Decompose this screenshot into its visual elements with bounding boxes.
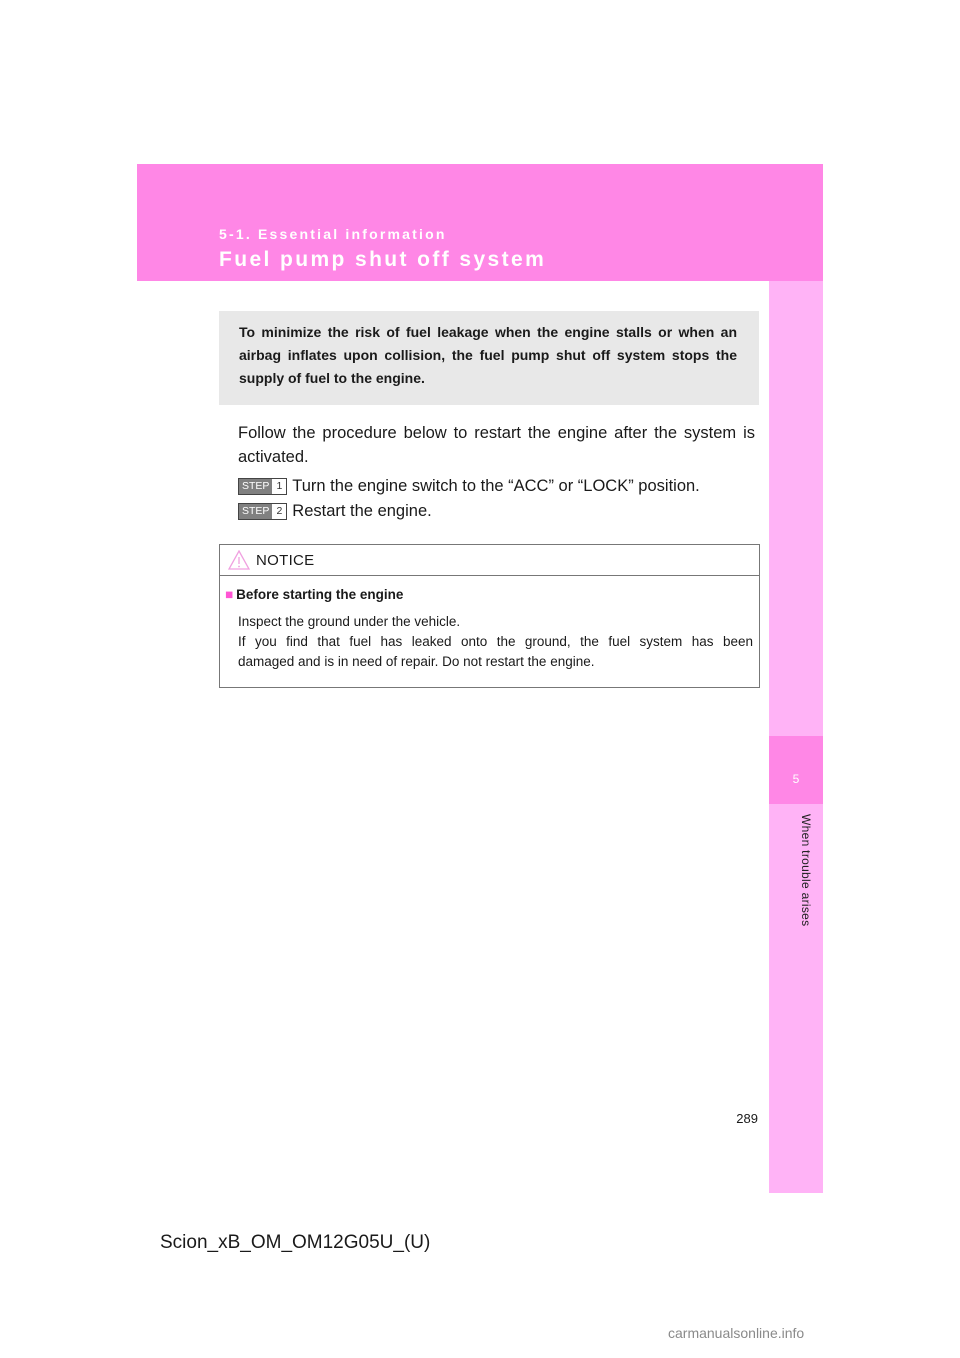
page-title: Fuel pump shut off system [219,248,547,271]
warning-triangle-icon [228,550,250,570]
intro-box [219,311,759,405]
step-text: Restart the engine. [292,502,432,520]
square-bullet-icon: ■ [225,587,234,602]
step-text: Turn the engine switch to the “ACC” or “LOCK” position. [292,477,700,495]
notice-body [238,612,753,672]
step-badge [238,478,287,495]
notice-item-title-text: Before starting the engine [236,587,404,602]
step-word: STEP [239,504,272,519]
section-label: 5-1. Essential information [219,226,447,242]
chapter-side-tab [769,281,823,1193]
section-header [137,164,823,281]
notice-line: damaged and is in need of repair. Do not restart the engine. [238,654,595,669]
intro-text: To minimize the risk of fuel leakage when the engine stalls or when an airbag inflates upon collision, the fuel pump shut off system stops the supply of fuel to the engine. [239,324,737,386]
notice-line: If you find that fuel has leaked onto the ground, the fuel system has been [238,634,753,649]
step-number: 2 [272,504,286,519]
notice-header [220,545,759,576]
notice-line: Inspect the ground under the vehicle. [238,614,461,629]
chapter-number: 5 [792,772,800,786]
notice-label: NOTICE [256,552,315,569]
notice-box [219,544,760,688]
step-badge [238,503,287,520]
notice-item-title [225,587,403,602]
step-word: STEP [239,479,272,494]
chapter-title: When trouble arises [799,814,813,927]
step-1 [238,477,700,496]
document-code: Scion_xB_OM_OM12G05U_(U) [160,1232,431,1253]
step-2 [238,502,432,521]
chapter-number-box [769,736,823,804]
body-paragraph: Follow the procedure below to restart the engine after the system is activated. [238,424,755,466]
page-number: 289 [736,1111,758,1126]
watermark: carmanualsonline.info [668,1325,805,1341]
step-number: 1 [272,479,286,494]
